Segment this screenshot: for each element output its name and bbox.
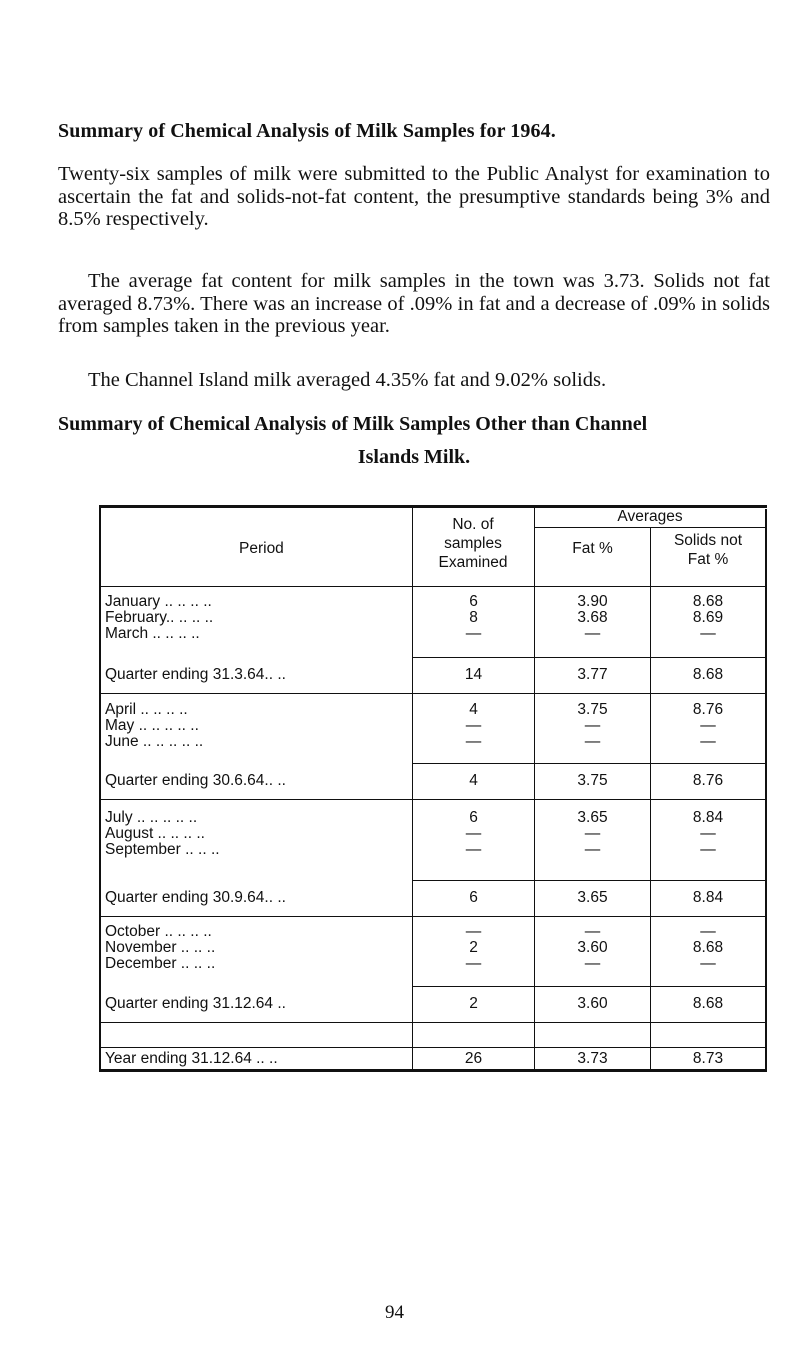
fat-cell: 3.75 [577,772,608,789]
table-heading-line-1: Summary of Chemical Analysis of Milk Samples Other than Channel [58,413,648,435]
header-fat: Fat % [572,540,613,557]
solids-cell: 8.68 [692,593,724,610]
solids-cell: — [700,841,716,858]
solids-cell: 8.84 [692,809,724,826]
table-left-rule [99,505,101,1072]
fat-cell: 3.75 [577,701,608,718]
paragraph-average-fat: The average fat content for milk samples in the town was 3.73. Solids not fat averaged 8.73%. There was an increase of .09% in fat and a decrease of .09% in solids from samples taken in the previous year. [58,270,770,337]
samples-cell: 26 [464,1050,483,1067]
header-solids-line-2: Fat % [687,551,729,568]
month-label: July .. .. .. .. .. [105,809,198,826]
paragraph-samples: Twenty-six samples of milk were submitted to the Public Analyst for examination to ascertain the fat and solids-not-fat content, the presumptive standards being 3% and 8.5% respectively. [58,163,770,230]
month-label: January .. .. .. .. [105,593,212,610]
samples-cell: 8 [469,609,478,626]
month-label: October .. .. .. .. [105,923,212,940]
fat-cell: 3.65 [577,889,608,906]
fat-cell: — [584,733,601,750]
samples-cell: 6 [469,809,478,826]
quarter-total-label: Quarter ending 31.3.64.. .. [105,666,286,683]
solids-cell: — [700,955,716,972]
solids-cell: 8.69 [692,609,724,626]
solids-cell: 8.84 [692,889,724,906]
samples-cell: 2 [469,995,478,1012]
samples-cell: 4 [469,701,478,718]
quarter-total-label: Quarter ending 30.9.64.. .. [105,889,286,906]
fat-cell: — [584,825,601,842]
page-number: 94 [385,1302,404,1323]
header-samples-line-2: samples [444,535,502,552]
samples-cell: 6 [469,593,478,610]
q1-end-rule [99,693,767,694]
fat-cell: — [584,841,601,858]
solids-cell: 8.68 [692,939,724,956]
milk-analysis-table [99,505,767,1072]
header-samples-line-3: Examined [438,554,508,571]
q1-total-rule [412,657,767,658]
year-total-rule [99,1047,767,1048]
samples-cell: — [465,717,482,734]
samples-cell: — [465,841,482,858]
month-label: April .. .. .. .. [105,701,188,718]
fat-cell: — [584,923,601,940]
header-solids [651,531,765,569]
fat-cell: 3.68 [577,609,608,626]
fat-cell: 3.77 [577,666,608,683]
samples-cell: — [465,923,482,940]
solids-cell: — [700,825,716,842]
month-label: September .. .. .. [105,841,220,858]
q2-end-rule [99,799,767,800]
averages-underline [534,527,765,528]
summary-heading: Summary of Chemical Analysis of Milk Samples for 1964. [58,120,556,142]
quarter-total-label: Quarter ending 31.12.64 .. [105,995,286,1012]
header-bottom-rule [99,586,767,587]
solids-cell: 8.68 [692,995,724,1012]
q3-total-rule [412,880,767,881]
fat-cell: — [584,955,601,972]
fat-cell: 3.73 [577,1050,608,1067]
samples-cell: 4 [469,772,478,789]
month-label: December .. .. .. [105,955,216,972]
solids-cell: — [700,923,716,940]
solids-cell: 8.76 [692,701,724,718]
solids-cell: — [700,625,716,642]
q4-total-rule [412,986,767,987]
month-label: August .. .. .. .. [105,825,205,842]
paragraph-channel-island: The Channel Island milk averaged 4.35% fat and 9.02% solids. [88,369,607,391]
month-label: May .. .. .. .. .. [105,717,199,734]
q3-end-rule [99,916,767,917]
solids-cell: 8.73 [692,1050,724,1067]
samples-cell: 6 [469,889,478,906]
header-samples [417,515,529,572]
table-heading [58,413,770,468]
month-label: November .. .. .. [105,939,216,956]
samples-cell: 2 [469,939,478,956]
samples-cell: — [465,733,482,750]
year-total-label: Year ending 31.12.64 .. .. [105,1050,278,1067]
solids-cell: — [700,733,716,750]
solids-cell: 8.68 [692,666,724,683]
samples-cell: — [465,955,482,972]
q2-total-rule [412,763,767,764]
samples-cell: — [465,825,482,842]
solids-cell: — [700,717,716,734]
fat-cell: 3.60 [577,939,608,956]
samples-cell: 14 [464,666,483,683]
table-right-rule [765,509,767,1072]
header-averages: Averages [617,508,683,525]
fat-cell: 3.90 [577,593,608,610]
samples-cell: — [465,625,482,642]
table-heading-line-2: Islands Milk. [357,445,471,468]
header-period: Period [239,540,284,557]
table-bottom-rule [99,1069,767,1072]
month-label: February.. .. .. .. [105,609,214,626]
fat-cell: 3.65 [577,809,608,826]
fat-cell: — [584,625,601,642]
month-label: June .. .. .. .. .. [105,733,204,750]
month-label: March .. .. .. .. [105,625,200,642]
fat-cell: 3.60 [577,995,608,1012]
q4-end-rule [99,1022,767,1023]
header-solids-line-1: Solids not [673,532,743,549]
quarter-total-label: Quarter ending 30.6.64.. .. [105,772,286,789]
solids-cell: 8.76 [692,772,724,789]
header-samples-line-1: No. of [452,516,494,533]
fat-cell: — [584,717,601,734]
